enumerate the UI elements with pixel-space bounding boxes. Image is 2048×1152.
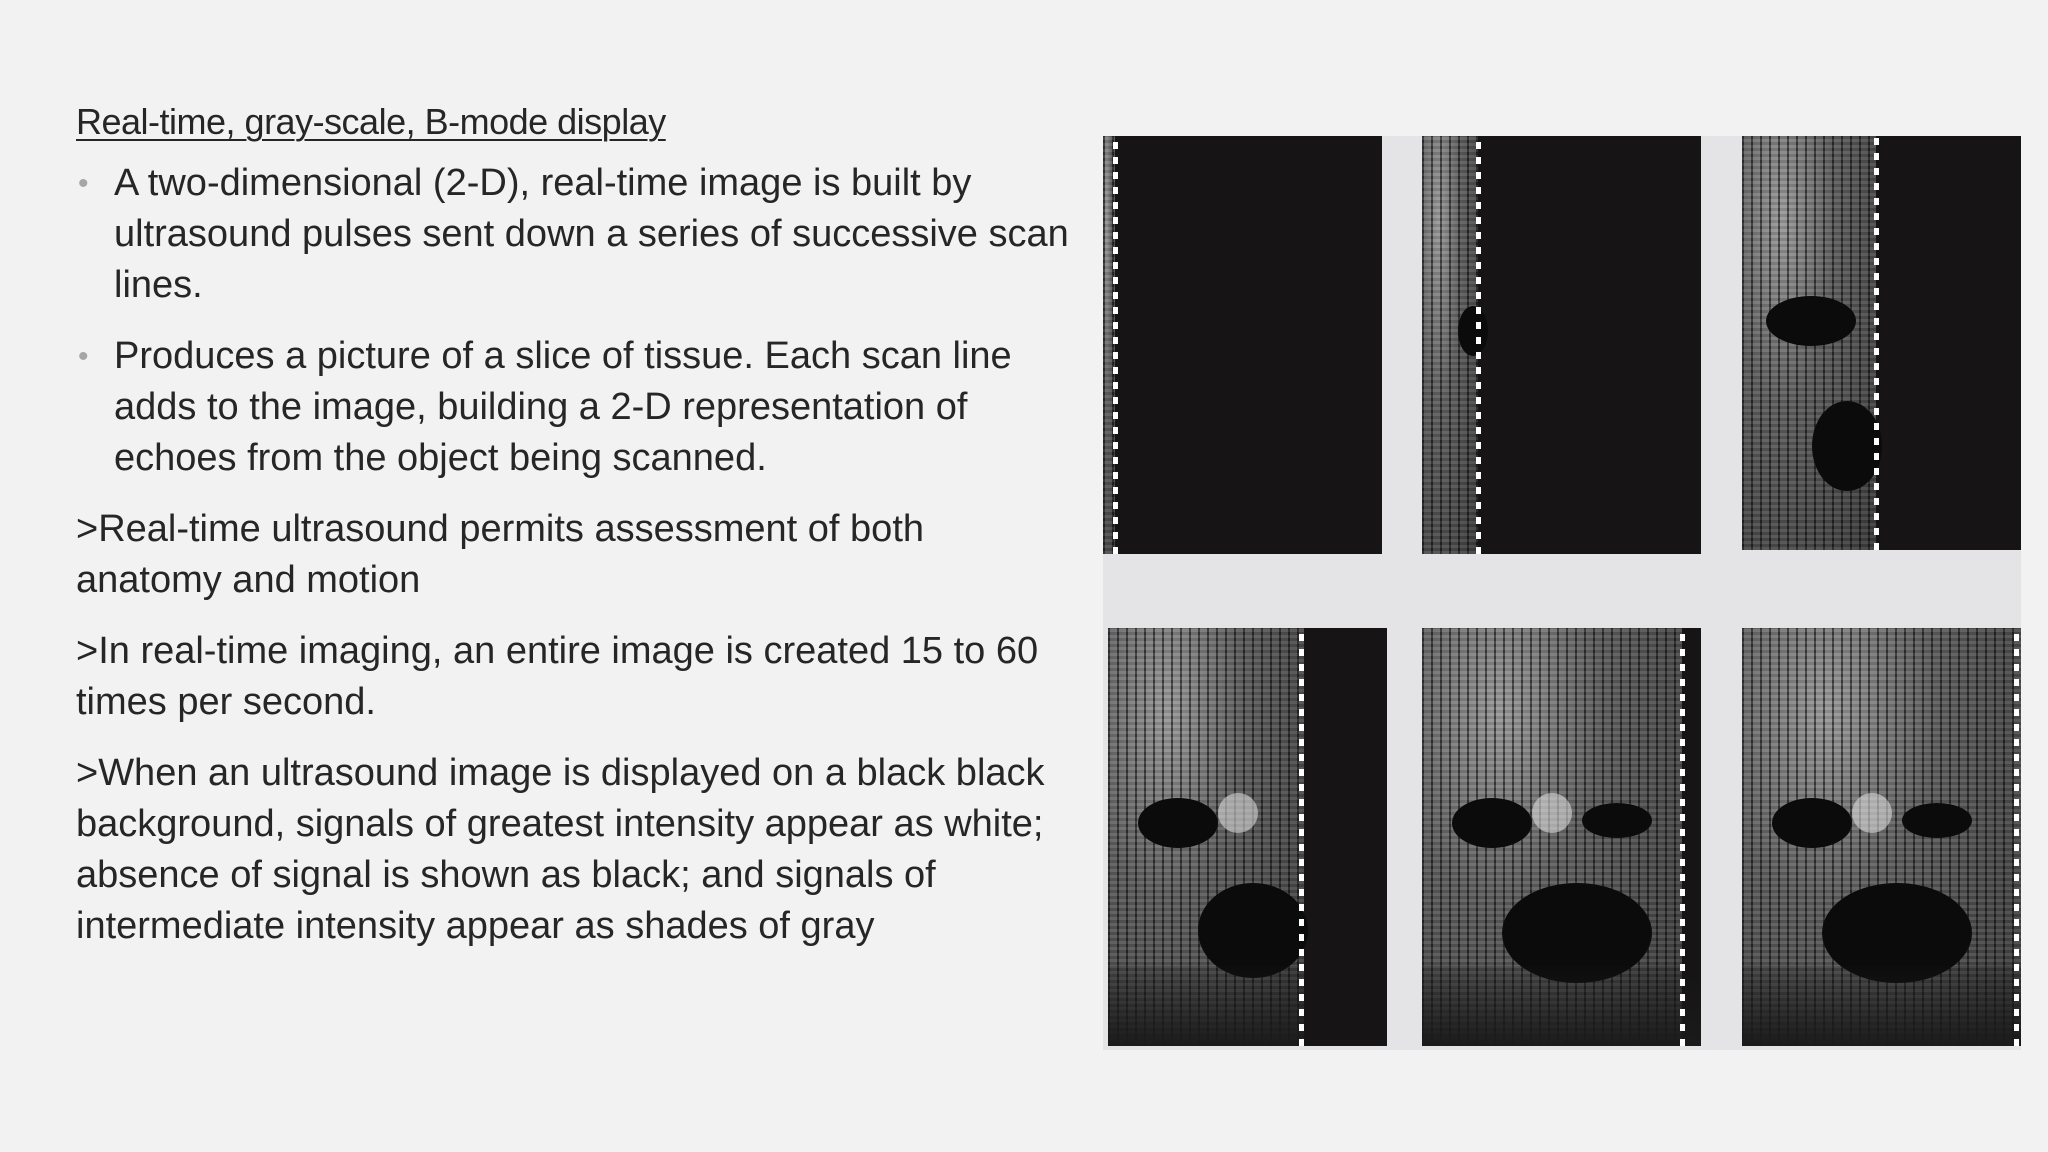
scan-line xyxy=(1476,136,1481,554)
dark-structure xyxy=(1772,798,1852,848)
scan-line xyxy=(2014,628,2019,1046)
ultrasound-build-up-figure xyxy=(1103,136,2021,1050)
bullet-list xyxy=(76,158,1076,484)
paragraph-grayscale: >When an ultrasound image is displayed on a black black background, signals of greatest intensity appear as white; absence of signal is shown as black; and signals of intermediate intensity appear as shades of gray xyxy=(76,752,1045,947)
scan-line xyxy=(1874,136,1879,550)
scan-panel-3 xyxy=(1742,136,2021,550)
dark-structure xyxy=(1582,803,1652,838)
scan-panel-1 xyxy=(1103,136,1382,554)
scan-line xyxy=(1299,628,1304,1046)
bullet-text: Produces a picture of a slice of tissue. Each scan line adds to the image, building a 2-D representation of echoes from the object being scanned. xyxy=(114,335,1012,479)
deep-shadow xyxy=(1742,966,2021,1046)
paragraph-realtime-assessment: >Real-time ultrasound permits assessment of both anatomy and motion xyxy=(76,508,925,601)
dark-structure xyxy=(1458,306,1488,356)
scan-panel-4 xyxy=(1108,628,1387,1046)
bright-echo xyxy=(1852,793,1892,833)
scan-panel-2 xyxy=(1422,136,1701,554)
dark-structure xyxy=(1198,883,1308,978)
scan-line xyxy=(1680,628,1685,1046)
slide-heading: Real-time, gray-scale, B-mode display xyxy=(76,101,666,142)
bright-echo xyxy=(1218,793,1258,833)
text-column xyxy=(76,98,1076,972)
deep-shadow xyxy=(1422,966,1701,1046)
dark-structure xyxy=(1138,798,1218,848)
bullet-item xyxy=(76,158,1076,311)
paragraph-frame-rate: >In real-time imaging, an entire image is created 15 to 60 times per second. xyxy=(76,630,1039,723)
bullet-dot-icon: • xyxy=(78,340,89,373)
dark-structure xyxy=(1902,803,1972,838)
scan-panel-6 xyxy=(1742,628,2021,1046)
dark-structure xyxy=(1766,296,1856,346)
bullet-text: A two-dimensional (2-D), real-time image is built by ultrasound pulses sent down a series of successive scan lines. xyxy=(114,162,1069,306)
bullet-dot-icon: • xyxy=(78,167,89,200)
dark-structure xyxy=(1812,401,1882,491)
scan-panel-5 xyxy=(1422,628,1701,1046)
bullet-item xyxy=(76,331,1076,484)
bright-echo xyxy=(1532,793,1572,833)
scan-line xyxy=(1113,136,1118,554)
dark-structure xyxy=(1452,798,1532,848)
deep-shadow xyxy=(1108,966,1304,1046)
